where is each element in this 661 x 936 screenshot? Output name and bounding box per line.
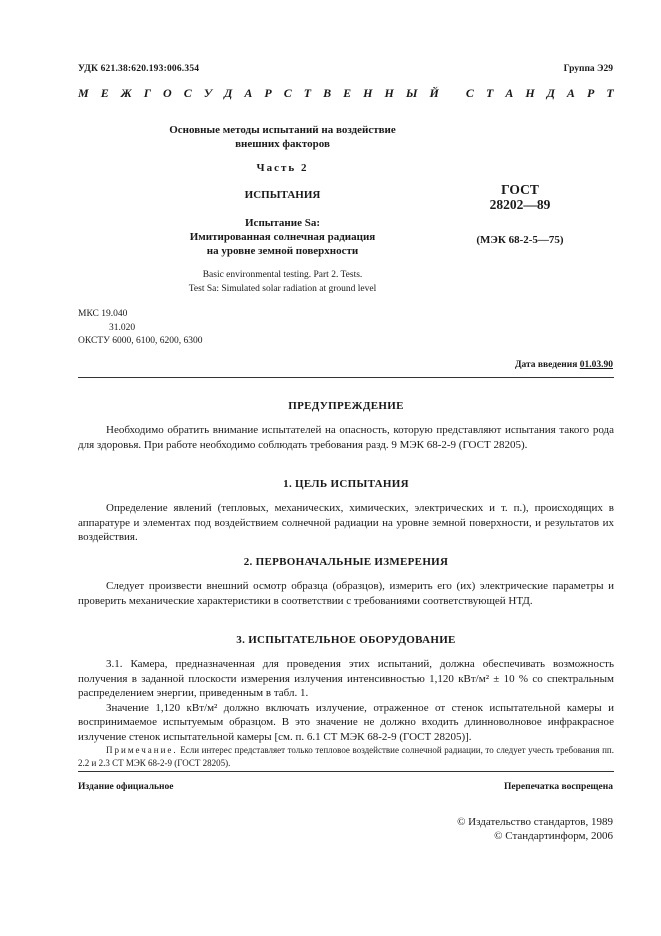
title-line-1: Основные методы испытаний на воздействие [169, 124, 396, 136]
copyright-block [457, 815, 613, 843]
mek-reference: (МЭК 68-2-5—75) [476, 234, 564, 246]
group-code: Группа Э29 [563, 64, 613, 74]
document-title [120, 123, 445, 151]
standard-type-letter: Р [586, 86, 595, 100]
intro-date-value: 01.03.90 [579, 360, 613, 370]
classification-codes [78, 308, 202, 349]
standard-type-letter [451, 86, 454, 101]
standard-type-letter: Р [264, 86, 272, 100]
intro-date [515, 360, 613, 370]
note-text: Если интерес представляет только тепловое воздействие солнечной радиации, то следует учесть требования пп. 2.2 и 2.3 СТ МЭК 68-2-9 (ГОСТ 28205). [78, 745, 615, 768]
section-3-heading: 3. ИСПЫТАТЕЛЬНОЕ ОБОРУДОВАНИЕ [236, 634, 456, 646]
test-line-1: Испытание Sa: [245, 217, 320, 229]
standard-type-heading [78, 86, 614, 101]
section-1-paragraph: Определение явлений (тепловых, механических, химических, электрических и т. п.), происходящих в аппаратуре и элементах под воздействием солнечной радиации на уровне земной поверхности, и результатов их воздействия. [78, 502, 614, 543]
standard-type-letter: А [505, 86, 514, 100]
standard-type-letter: Е [343, 86, 352, 100]
standard-type-letter: Г [143, 86, 151, 100]
divider-top [78, 377, 614, 378]
section-3-paragraphs [78, 657, 614, 744]
gost-designation [455, 182, 585, 212]
standard-type-letter: Е [100, 86, 109, 100]
standard-type-letter: У [203, 86, 213, 100]
gost-label: ГОСТ [501, 182, 539, 197]
standard-type-letter: А [566, 86, 575, 100]
standard-type-letter: Д [224, 86, 233, 100]
standard-type-letter: Т [303, 86, 312, 100]
section-1-heading: 1. ЦЕЛЬ ИСПЫТАНИЯ [283, 478, 409, 490]
tests-label: ИСПЫТАНИЯ [244, 189, 321, 201]
standard-type-letter: Ж [120, 86, 132, 100]
okstu-line: ОКСТУ 6000, 6100, 6200, 6300 [78, 336, 203, 346]
test-title [120, 216, 445, 258]
standard-type-letter: С [283, 86, 292, 100]
section-3-paragraph-1: 3.1. Камера, предназначенная для проведения этих испытаний, должна обеспечивать возможность получения в заданной плоскости измерения излучения интенсивностью 1,120 кВт/м² ± 10 % со спектральным распределением энергии, приведенным в табл. 1. [78, 658, 614, 699]
copyright-line-2: © Стандартинформ, 2006 [494, 830, 613, 842]
mks-line-1: МКС 19.040 [78, 309, 128, 319]
section-3-paragraph-2: Значение 1,120 кВт/м² должно включать излучение, отраженное от стенок испытательной камеры и воспринимаемое испытуемым образцом. В это значение не должно входить длинноволновое инфракрасное излучение стенок испытательной камеры [см. п. 6.1 СТ МЭК 68-2-9 (ГОСТ 28205)]. [78, 701, 614, 743]
standard-type-letter: С [465, 86, 474, 100]
reprint-notice: Перепечатка воспрещена [503, 782, 613, 792]
standard-type-letter: С [183, 86, 192, 100]
warning-heading: ПРЕДУПРЕЖДЕНИЕ [288, 400, 404, 412]
title-line-2: внешних факторов [235, 138, 330, 150]
note-label: Примечание. [106, 745, 178, 755]
standard-type-letter: Н [363, 86, 373, 100]
section-2-paragraph: Следует произвести внешний осмотр образца (образцов), измерить его (их) электрические параметры и проверить механические характеристики в соответствии с требованиями соответствующей НТД. [78, 580, 614, 607]
note [78, 744, 614, 769]
english-line-2: Test Sa: Simulated solar radiation at ground level [188, 284, 377, 294]
intro-date-label: Дата введения [514, 360, 578, 370]
test-line-3: на уровне земной поверхности [206, 245, 359, 257]
english-line-1: Basic environmental testing. Part 2. Tests. [202, 270, 363, 280]
standard-type-letter: Н [525, 86, 535, 100]
test-line-2: Имитированная солнечная радиация [189, 231, 376, 243]
standard-type-letter: Т [485, 86, 494, 100]
udk-code: УДК 621.38:620.193:006.354 [78, 64, 200, 74]
standard-type-letter: А [244, 86, 253, 100]
standard-type-letter: О [163, 86, 172, 100]
copyright-line-1: © Издательство стандартов, 1989 [457, 816, 613, 828]
mks-line-2: 31.020 [109, 322, 136, 333]
section-2-heading: 2. ПЕРВОНАЧАЛЬНЫЕ ИЗМЕРЕНИЯ [243, 556, 449, 568]
standard-type-letter: Н [384, 86, 394, 100]
standard-type-letter: Й [429, 86, 439, 100]
warning-paragraph: Необходимо обратить внимание испытателей на опасность, которую представляют испытания такого рода для здоровья. При работе необходимо соблюдать требования разд. 9 МЭК 68-2-9 (ГОСТ 28205). [78, 424, 614, 451]
standard-type-letter: Ы [405, 86, 418, 100]
gost-number: 28202—89 [489, 197, 551, 212]
standard-type-letter: В [323, 86, 332, 100]
edition-label: Издание официальное [78, 782, 174, 792]
standard-type-letter: М [78, 86, 89, 100]
standard-type-letter: Т [606, 86, 614, 100]
standard-type-letter: Д [546, 86, 555, 100]
english-title [140, 268, 425, 296]
part-label: Часть 2 [256, 162, 309, 174]
divider-bottom [78, 771, 614, 772]
